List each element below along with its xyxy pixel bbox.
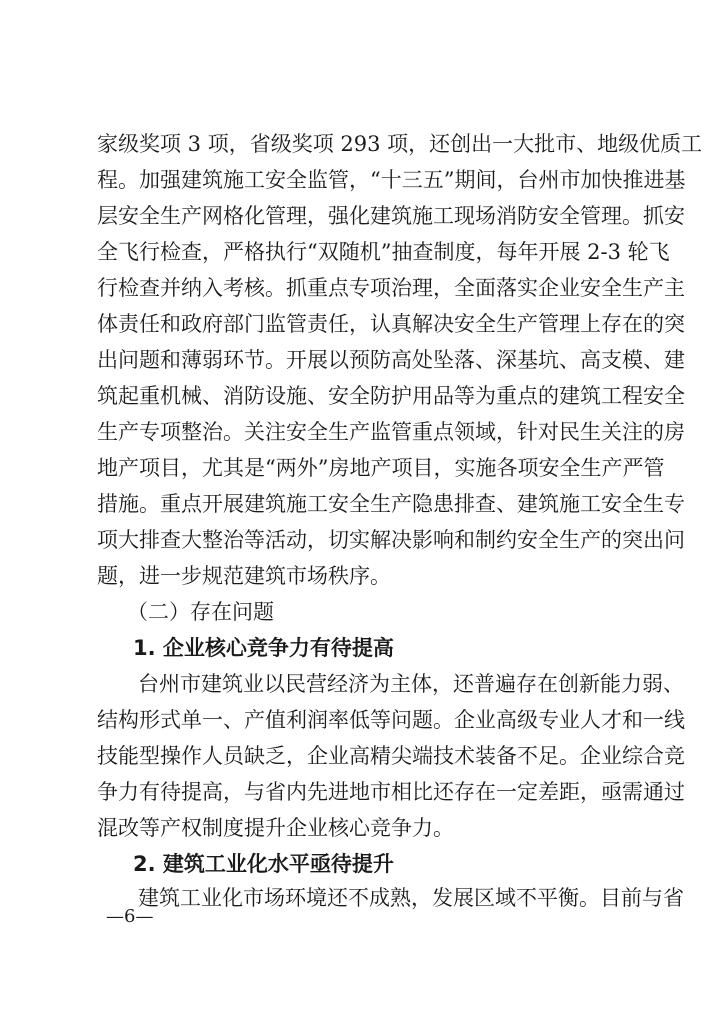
paragraph-line: 程。加强建筑施工安全监管，“十三五”期间，台州市加快推进基 [97,168,686,192]
paragraph-line: 生产专项整治。关注安全生产监管重点领域，针对民生关注的房 [97,420,685,444]
paragraph-line: 行检查并纳入考核。抓重点专项治理，全面落实企业安全生产主 [97,276,685,300]
paragraph-line: 题，进一步规范建筑市场秩序。 [97,564,391,588]
paragraph-line: 家级奖项 3 项，省级奖项 293 项，还创出一大批市、地级优质工 [97,132,703,156]
paragraph-line: 结构形式单一、产值利润率低等问题。企业高级专业人才和一线 [97,708,685,732]
subheading-2: 2. 建筑工业化水平亟待提升 [133,852,394,876]
paragraph-line: 措施。重点开展建筑施工安全生产隐患排查、建筑施工安全生专 [97,492,685,516]
section-heading: （二）存在问题 [127,600,274,624]
paragraph-line: 出问题和薄弱环节。开展以预防高处坠落、深基坑、高支模、建 [97,348,685,372]
subheading-1: 1. 企业核心竞争力有待提高 [133,636,394,660]
paragraph-line: 地产项目，尤其是“两外”房地产项目，实施各项安全生产严管 [97,456,665,480]
paragraph-line: 争力有待提高，与省内先进地市相比还存在一定差距，亟需通过 [97,780,685,804]
paragraph-line: 筑起重机械、消防设施、安全防护用品等为重点的建筑工程安全 [97,384,685,408]
paragraph-line: 体责任和政府部门监管责任，认真解决安全生产管理上存在的突 [97,312,685,336]
paragraph-line: 混改等产权制度提升企业核心竞争力。 [97,816,454,840]
paragraph-line: 台州市建筑业以民营经济为主体，还普遍存在创新能力弱、 [138,672,684,696]
paragraph-line: 建筑工业化市场环境还不成熟，发展区域不平衡。目前与省 [138,886,684,910]
paragraph-line: 全飞行检查，严格执行“双随机”抽查制度，每年开展 2-3 轮飞 [97,240,670,264]
page-number: —6— [106,906,154,927]
paragraph-line: 层安全生产网格化管理，强化建筑施工现场消防安全管理。抓安 [97,204,685,228]
paragraph-line: 项大排查大整治等活动，切实解决影响和制约安全生产的突出问 [97,528,685,552]
paragraph-line: 技能型操作人员缺乏，企业高精尖端技术装备不足。企业综合竞 [97,744,685,768]
